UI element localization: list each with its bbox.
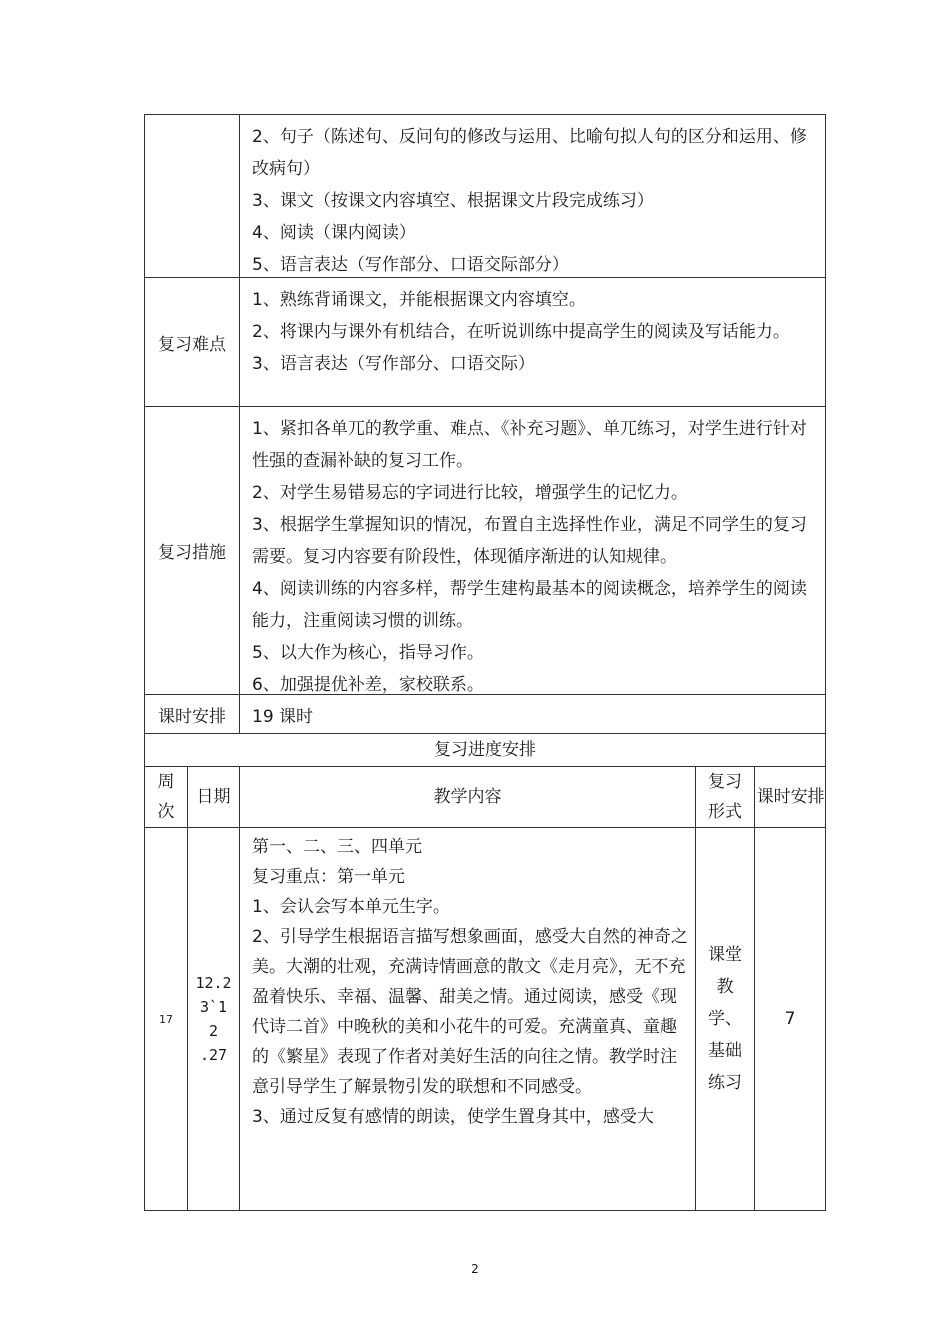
hours-row <box>145 695 826 734</box>
date-line: 2 <box>208 1022 219 1040</box>
key-points-label-cell <box>145 115 240 278</box>
difficulty-item: 3、语言表达（写作部分、口语交际） <box>252 354 535 374</box>
key-point-item: 2、句子（陈述句、反问句的修改与运用、比喻句拟人句的区分和运用、修改病句） <box>252 127 807 179</box>
key-points-continuation-row <box>145 115 826 278</box>
measures-cell <box>240 407 826 695</box>
measures-label: 复习措施 <box>145 407 240 695</box>
form-line: 课堂 <box>708 945 742 965</box>
hours-header: 课时安排 <box>755 767 826 828</box>
content-line: 2、引导学生根据语言描写想象画面，感受大自然的神奇之美。大潮的壮观，充满诗情画意的散文《走月亮》，无不充盈着快乐、幸福、温馨、甜美之情。通过阅读，感受《现代诗二首》中晚秋的美和小花牛的可爱。充满童真、童趣的《繁星》表现了作者对美好生活的向往之情。教学时注意引导学生了解景物引发的联想和不同感受。 <box>252 927 688 1097</box>
content-cell <box>240 828 696 1211</box>
date-header: 日期 <box>188 767 240 828</box>
schedule-title: 复习进度安排 <box>145 734 826 767</box>
key-points-cell <box>240 115 826 278</box>
form-line: 练习 <box>708 1073 742 1093</box>
content-line: 复习重点：第一单元 <box>252 867 405 887</box>
key-point-item: 3、课文（按课文内容填空、根据课文片段完成练习） <box>252 191 654 211</box>
hours-value: 19 课时 <box>240 695 826 734</box>
form-line: 学、 <box>708 1009 742 1029</box>
key-point-item: 4、阅读（课内阅读） <box>252 223 416 243</box>
difficulties-row <box>145 278 826 407</box>
measure-item: 6、加强提优补差，家校联系。 <box>252 675 484 694</box>
form-line: 教 <box>716 977 734 997</box>
difficulties-label: 复习难点 <box>145 278 240 407</box>
week-cell: 17 <box>145 828 188 1211</box>
date-line: 3`1 <box>199 998 228 1016</box>
key-point-item: 5、语言表达（写作部分、口语交际部分） <box>252 255 569 275</box>
measure-item: 4、阅读训练的内容多样，帮学生建构最基本的阅读概念，培养学生的阅读能力，注重阅读习惯的训练。 <box>252 579 807 631</box>
week-header: 周次 <box>145 767 188 828</box>
measures-row <box>145 407 826 695</box>
difficulties-cell <box>240 278 826 407</box>
measure-item: 3、根据学生掌握知识的情况，布置自主选择性作业，满足不同学生的复习需要。复习内容要有阶段性，体现循序渐进的认知规律。 <box>252 515 807 567</box>
date-line: .27 <box>199 1046 228 1064</box>
schedule-header-row <box>145 767 826 828</box>
form-cell <box>696 828 755 1211</box>
measure-item: 5、以大作为核心，指导习作。 <box>252 643 484 663</box>
schedule-week-row <box>145 828 826 1211</box>
measure-item: 1、紧扣各单兀的教学重、难点、《补充习题》、单兀练习，对学生进行针对性强的查漏补缺的复习工作。 <box>252 419 807 471</box>
content-line: 第一、二、三、四单元 <box>252 837 422 857</box>
hours-cell: 7 <box>755 828 826 1211</box>
page-number: 2 <box>471 1262 479 1276</box>
form-line: 基础 <box>708 1041 742 1061</box>
content-line: 3、通过反复有感情的朗读，使学生置身其中，感受大 <box>252 1107 654 1127</box>
hours-label: 课时安排 <box>145 695 240 734</box>
form-header: 复习形式 <box>696 767 755 828</box>
difficulty-item: 1、熟练背诵课文，并能根据课文内容填空。 <box>252 290 586 310</box>
difficulty-item: 2、将课内与课外有机结合，在听说训练中提高学生的阅读及写话能力。 <box>252 322 790 342</box>
date-cell <box>188 828 240 1211</box>
schedule-title-row <box>145 734 826 767</box>
measure-item: 2、对学生易错易忘的字词进行比较，增强学生的记忆力。 <box>252 483 688 503</box>
content-line: 1、会认会写本单元生字。 <box>252 897 450 917</box>
review-plan-table <box>144 114 826 1211</box>
content-header: 教学内容 <box>240 767 696 828</box>
date-line: 12.2 <box>195 974 232 992</box>
